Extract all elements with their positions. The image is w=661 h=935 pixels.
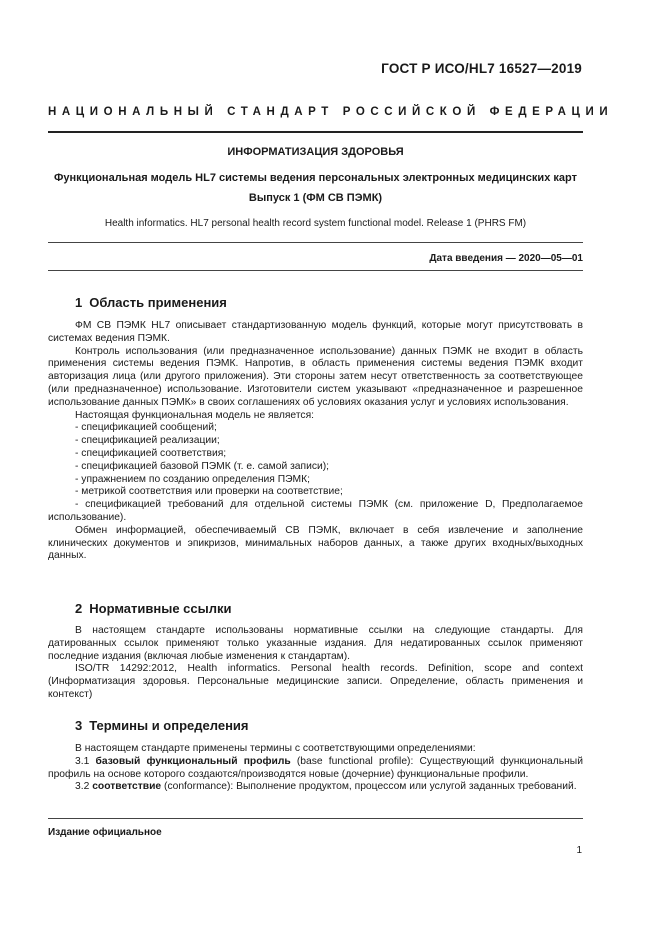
term-3-2: [48, 781, 583, 794]
term-3-1-definition: (base functional profile): Существующий функциональный профиль на основе которого создаются/производятся новые (дочерние) функциональные профили.: [48, 755, 583, 780]
english-title: Health informatics. HL7 personal health record system functional model. Release 1 (PHRS FM): [104, 218, 527, 229]
standard-subtitle-line1: Функциональная модель HL7 системы ведения персональных электронных медицинских карт: [54, 172, 577, 184]
term-3-1-name: базовый функциональный профиль: [95, 755, 291, 767]
section-1-body: [48, 320, 583, 563]
section-3-number: 3: [75, 718, 83, 733]
title-rule: [48, 242, 583, 243]
list-item: - метрикой соответствия или проверки на соответствие;: [75, 486, 343, 498]
list-item: - спецификацией реализации;: [75, 435, 220, 447]
section-2-body: [48, 625, 583, 702]
introduction-date: Дата введения — 2020—05—01: [429, 253, 583, 264]
list-item: - спецификацией соответствия;: [75, 447, 227, 459]
list-item: - упражнением по созданию определения ПЭМК;: [75, 473, 310, 485]
section-3-body: [48, 743, 583, 794]
list-item: - спецификацией требований для отдельной системы ПЭМК (см. приложение D, Предполагаемое использование).: [48, 499, 583, 523]
standard-subtitle-line2: Выпуск 1 (ФМ СВ ПЭМК): [248, 192, 383, 204]
date-rule: [48, 270, 583, 271]
page-number: 1: [576, 845, 582, 856]
term-3-2-name: соответствие: [92, 781, 162, 793]
document-number: ГОСТ Р ИСО/HL7 16527—2019: [381, 61, 582, 76]
term-3-2-number: 3.2: [75, 781, 90, 793]
standard-title: ИНФОРМАТИЗАЦИЯ ЗДОРОВЬЯ: [227, 146, 404, 158]
list-item: - спецификацией базовой ПЭМК (т. е. самой записи);: [75, 460, 330, 472]
section-2-title: Нормативные ссылки: [89, 601, 232, 616]
section-1-paragraph-3: Настоящая функциональная модель не является:: [75, 409, 314, 421]
section-1-paragraph-2: Контроль использования (или предназначенное использование) данных ПЭМК не входит в область применения системы ведения ПЭМК. Напротив, в область применения системы ведения ПЭМК входит авторизация лица (или другого приложения). Эти стороны затем несут ответственность за соответствующее (или предназначенное) использование. Изготовители систем указывают «предназначенное и разрешенное использование данных ПЭМК» в своих соглашениях об условиях оказания услуг и условиях использования.: [48, 345, 583, 408]
official-edition-label: Издание официальное: [48, 827, 162, 838]
section-3-paragraph-1: В настоящем стандарте применены термины с соответствующими определениями:: [75, 743, 476, 754]
term-3-1-number: 3.1: [75, 755, 90, 767]
section-2-number: 2: [75, 601, 83, 616]
section-2-heading: [75, 601, 231, 616]
term-3-1: [48, 756, 583, 782]
section-2-paragraph-2: ISO/TR 14292:2012, Health informatics. Personal health records. Definition, scope and context (Информатизация здоровья. Персональные медицинские записи. Определение, область применения и контекст): [48, 663, 583, 700]
national-standard-heading: НАЦИОНАЛЬНЫЙ СТАНДАРТ РОССИЙСКОЙ ФЕДЕРАЦИИ: [48, 106, 614, 118]
list-item: - спецификацией сообщений;: [75, 422, 217, 434]
term-3-2-definition: (conformance): Выполнение продуктом, процессом или услугой заданных требований.: [164, 781, 577, 793]
section-3-title: Термины и определения: [89, 718, 249, 733]
header-rule: [48, 131, 583, 133]
section-1-number: 1: [75, 295, 83, 310]
section-1-title: Область применения: [89, 295, 227, 310]
section-3-heading: [75, 718, 249, 733]
section-1-heading: [75, 295, 227, 310]
section-1-paragraph-4: Обмен информацией, обеспечиваемый СВ ПЭМК, включает в себя извлечение и заполнение клинических документов и эпикризов, минимальных наборов данных, а также других входных/выходных данных.: [48, 524, 583, 562]
footer-rule: [48, 818, 583, 819]
section-1-paragraph-1: ФМ СВ ПЭМК HL7 описывает стандартизованную модель функций, которые могут присутствовать в системах ведения ПЭМК.: [48, 320, 583, 344]
section-2-paragraph-1: В настоящем стандарте использованы нормативные ссылки на следующие стандарты. Для датированных ссылок применяют только указанные издания. Для недатированных ссылок применяют последние издания (включая любые изменения к стандартам).: [48, 625, 583, 662]
